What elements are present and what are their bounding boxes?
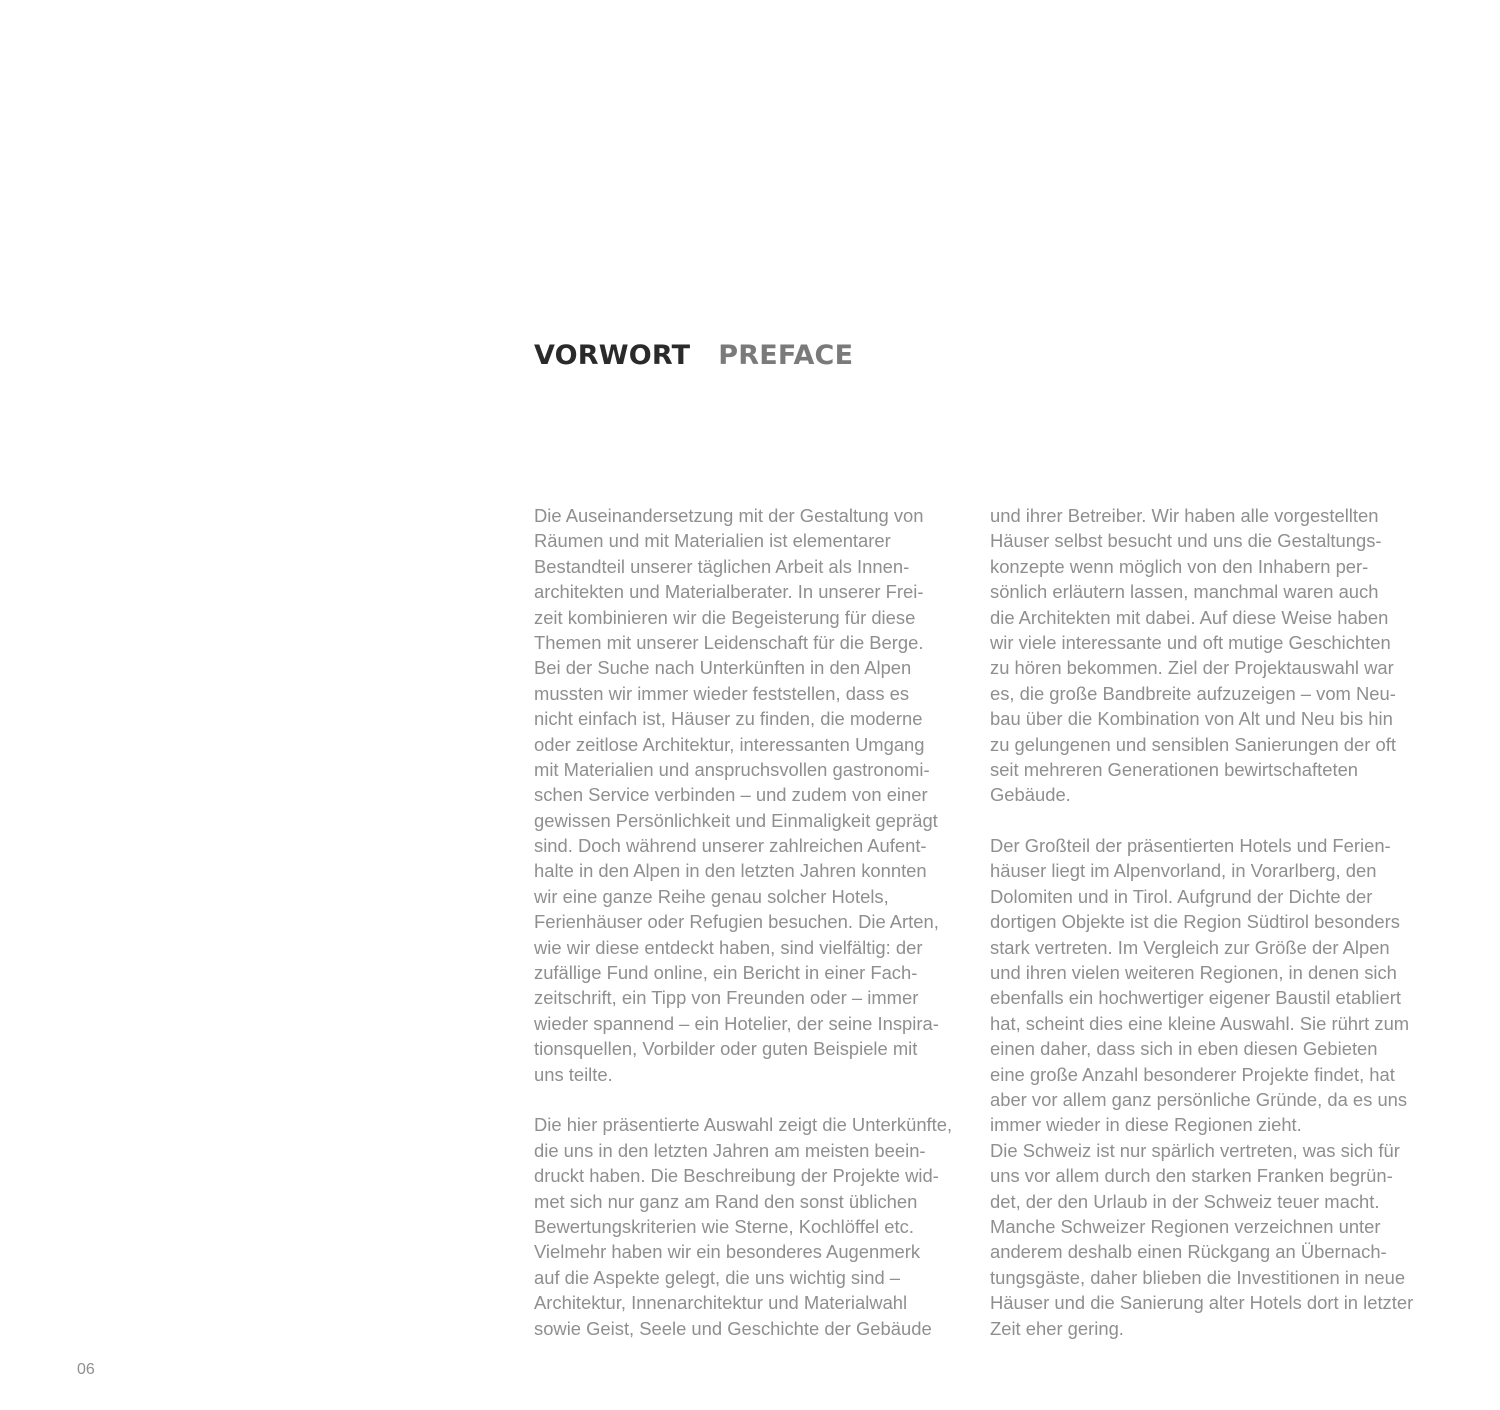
paragraph-gap bbox=[534, 1087, 974, 1112]
text-line: uns vor allem durch den starken Franken begrün- bbox=[990, 1165, 1393, 1187]
text-line: häuser liegt im Alpenvorland, in Vorarlberg, den bbox=[990, 860, 1377, 882]
text-line: mit Materialien und anspruchsvollen gastronomi- bbox=[534, 758, 930, 780]
text-line: wie wir diese entdeckt haben, sind vielfältig: der bbox=[534, 936, 923, 958]
text-line: tungsgäste, daher blieben die Investitionen in neue bbox=[990, 1266, 1406, 1288]
page-number: 06 bbox=[77, 1361, 95, 1378]
text-line: tionsquellen, Vorbilder oder guten Beispiele mit bbox=[534, 1038, 918, 1060]
text-line: sowie Geist, Seele und Geschichte der Gebäude bbox=[534, 1317, 932, 1339]
text-line: Häuser und die Sanierung alter Hotels dort in letzter bbox=[990, 1292, 1414, 1314]
text-line: druckt haben. Die Beschreibung der Projekte wid- bbox=[534, 1165, 939, 1187]
text-line: aber vor allem ganz persönliche Gründe, da es uns bbox=[990, 1088, 1408, 1110]
text-line: sönlich erläutern lassen, manchmal waren auch bbox=[990, 581, 1379, 603]
text-line: bau über die Kombination von Alt und Neu bis hin bbox=[990, 708, 1393, 730]
text-line: Zeit eher gering. bbox=[990, 1317, 1124, 1339]
text-line: Häuser selbst besucht und uns die Gestaltungs- bbox=[990, 530, 1382, 552]
text-line: und ihren vielen weiteren Regionen, in denen sich bbox=[990, 962, 1397, 984]
text-line: und ihrer Betreiber. Wir haben alle vorgestellten bbox=[990, 505, 1379, 526]
text-line: Die Auseinandersetzung mit der Gestaltung von bbox=[534, 505, 924, 526]
text-line: Räumen und mit Materialien ist elementarer bbox=[534, 530, 891, 552]
text-line: schen Service verbinden – und zudem von einer bbox=[534, 784, 928, 806]
text-line: uns teilte. bbox=[534, 1063, 613, 1085]
text-line: nicht einfach ist, Häuser zu finden, die moderne bbox=[534, 708, 923, 730]
text-line: seit mehreren Generationen bewirtschafteten bbox=[990, 758, 1359, 780]
text-line: wir eine ganze Reihe genau solcher Hotels, bbox=[534, 885, 889, 907]
text-line: wir viele interessante und oft mutige Geschichten bbox=[990, 631, 1391, 653]
text-line: zeitschrift, ein Tipp von Freunden oder – immer bbox=[534, 987, 919, 1009]
text-line: einen daher, dass sich in eben diesen Gebieten bbox=[990, 1038, 1378, 1060]
text-line: Gebäude. bbox=[990, 784, 1071, 806]
heading-german: VORWORT bbox=[534, 340, 691, 371]
text-line: Bestandteil unserer täglichen Arbeit als Innen- bbox=[534, 555, 910, 577]
text-line: Manche Schweizer Regionen verzeichnen unter bbox=[990, 1215, 1381, 1237]
paragraph-gap bbox=[990, 808, 1440, 833]
text-line: det, der den Urlaub in der Schweiz teuer macht. bbox=[990, 1190, 1380, 1212]
text-line: ebenfalls ein hochwertiger eigener Baustil etabliert bbox=[990, 987, 1401, 1009]
text-line: Themen mit unserer Leidenschaft für die Berge. bbox=[534, 631, 924, 653]
text-line: es, die große Bandbreite aufzuzeigen – vom Neu- bbox=[990, 682, 1396, 704]
text-line: immer wieder in diese Regionen zieht. bbox=[990, 1114, 1302, 1136]
page-heading bbox=[534, 340, 853, 380]
text-line: Vielmehr haben wir ein besonderes Augenmerk bbox=[534, 1241, 921, 1263]
text-line: zufällige Fund online, ein Bericht in einer Fach- bbox=[534, 962, 918, 984]
text-line: dortigen Objekte ist die Region Südtirol besonders bbox=[990, 911, 1400, 933]
text-line: architekten und Materialberater. In unserer Frei- bbox=[534, 581, 924, 603]
text-line: die Architekten mit dabei. Auf diese Weise haben bbox=[990, 606, 1389, 628]
text-line: Die Schweiz ist nur spärlich vertreten, was sich für bbox=[990, 1139, 1400, 1161]
text-line: sind. Doch während unserer zahlreichen Aufent- bbox=[534, 835, 927, 857]
text-line: oder zeitlose Architektur, interessanten Umgang bbox=[534, 733, 925, 755]
text-line: Die hier präsentierte Auswahl zeigt die Unterkünfte, bbox=[534, 1114, 953, 1136]
text-line: anderem deshalb einen Rückgang an Übernach- bbox=[990, 1241, 1387, 1263]
text-line: eine große Anzahl besonderer Projekte findet, hat bbox=[990, 1063, 1395, 1085]
text-line: konzepte wenn möglich von den Inhabern per- bbox=[990, 555, 1369, 577]
text-line: Der Großteil der präsentierten Hotels und Ferien- bbox=[990, 835, 1391, 857]
text-line: hat, scheint dies eine kleine Auswahl. Sie rührt zum bbox=[990, 1012, 1410, 1034]
text-column-left bbox=[534, 503, 974, 1341]
text-line: mussten wir immer wieder feststellen, dass es bbox=[534, 682, 910, 704]
text-line: Ferienhäuser oder Refugien besuchen. Die Arten, bbox=[534, 911, 939, 933]
text-line: die uns in den letzten Jahren am meisten beein- bbox=[534, 1139, 926, 1161]
text-line: Architektur, Innenarchitektur und Materialwahl bbox=[534, 1292, 908, 1314]
text-line: met sich nur ganz am Rand den sonst üblichen bbox=[534, 1190, 918, 1212]
heading-english: PREFACE bbox=[718, 340, 854, 371]
text-line: halte in den Alpen in den letzten Jahren konnten bbox=[534, 860, 927, 882]
text-line: zu hören bekommen. Ziel der Projektauswahl war bbox=[990, 657, 1394, 679]
text-line: zu gelungenen und sensiblen Sanierungen der oft bbox=[990, 733, 1396, 755]
text-line: gewissen Persönlichkeit und Einmaligkeit geprägt bbox=[534, 809, 938, 831]
text-line: wieder spannend – ein Hotelier, der seine Inspira- bbox=[534, 1012, 939, 1034]
text-line: Bewertungskriterien wie Sterne, Kochlöffel etc. bbox=[534, 1215, 914, 1237]
text-line: Bei der Suche nach Unterkünften in den Alpen bbox=[534, 657, 912, 679]
text-column-right bbox=[990, 503, 1440, 1341]
text-line: Dolomiten und in Tirol. Aufgrund der Dichte der bbox=[990, 885, 1373, 907]
text-line: zeit kombinieren wir die Begeisterung für diese bbox=[534, 606, 916, 628]
text-line: stark vertreten. Im Vergleich zur Größe der Alpen bbox=[990, 936, 1390, 958]
text-line: auf die Aspekte gelegt, die uns wichtig sind – bbox=[534, 1266, 901, 1288]
